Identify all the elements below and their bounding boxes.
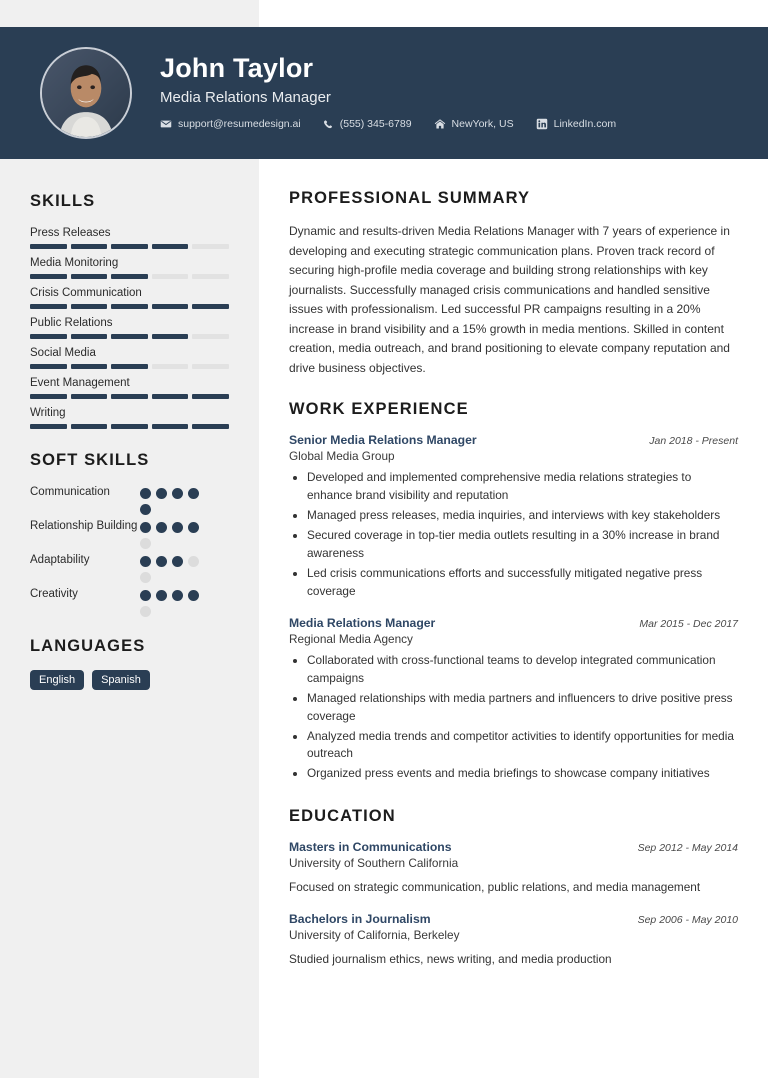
soft-skill-name: Relationship Building bbox=[30, 520, 138, 532]
skills-heading: SKILLS bbox=[30, 192, 96, 210]
skill-level-bar bbox=[30, 334, 229, 339]
soft-skills-heading: SOFT SKILLS bbox=[30, 451, 150, 469]
soft-skill-row bbox=[30, 586, 229, 617]
soft-skill-name: Adaptability bbox=[30, 554, 90, 566]
skill-name: Social Media bbox=[30, 347, 96, 359]
skills-list bbox=[30, 227, 229, 429]
education-entry bbox=[289, 912, 738, 968]
skill-bar-segment bbox=[192, 424, 229, 429]
skill-bar-segment bbox=[30, 364, 67, 369]
soft-skill-dot bbox=[140, 488, 151, 499]
soft-skill-dot bbox=[188, 522, 199, 533]
soft-skill-row bbox=[30, 518, 229, 549]
language-badge: Spanish bbox=[92, 670, 150, 690]
skill-bar-segment bbox=[111, 394, 148, 399]
soft-skill-dot bbox=[188, 488, 199, 499]
skill-row bbox=[30, 227, 229, 249]
language-badge: English bbox=[30, 670, 84, 690]
contact-linkedin[interactable] bbox=[536, 118, 616, 130]
phone-icon bbox=[323, 118, 334, 130]
skill-bar-segment bbox=[152, 424, 189, 429]
skill-bar-segment bbox=[71, 274, 108, 279]
education-description: Studied journalism ethics, news writing, and media production bbox=[289, 951, 612, 966]
skill-row bbox=[30, 377, 229, 399]
skill-bar-segment bbox=[30, 304, 67, 309]
entry-header bbox=[289, 840, 738, 854]
degree-title: Masters in Communications bbox=[289, 840, 452, 855]
sidebar bbox=[0, 159, 259, 690]
job-bullet: • Organized press events and media briefings to showcase company initiatives bbox=[307, 765, 738, 783]
soft-skill-dot bbox=[172, 488, 183, 499]
education-list bbox=[289, 840, 738, 968]
skill-bar-segment bbox=[111, 364, 148, 369]
employer-name: Regional Media Agency bbox=[289, 631, 413, 646]
education-date-range: Sep 2006 - May 2010 bbox=[637, 913, 738, 926]
soft-skill-dot bbox=[140, 504, 151, 515]
skill-row bbox=[30, 347, 229, 369]
contact-location[interactable] bbox=[434, 118, 514, 130]
skill-name: Press Releases bbox=[30, 227, 111, 239]
skill-bar-segment bbox=[152, 394, 189, 399]
soft-skill-dot bbox=[172, 556, 183, 567]
skill-bar-segment bbox=[71, 244, 108, 249]
home-icon bbox=[434, 118, 446, 130]
soft-skill-dot bbox=[188, 590, 199, 601]
avatar bbox=[40, 47, 132, 139]
soft-skill-dot bbox=[156, 488, 167, 499]
job-bullet: • Led crisis communications efforts and successfully mitigated negative press coverage bbox=[307, 565, 738, 601]
soft-skill-dot bbox=[172, 590, 183, 601]
skill-bar-segment bbox=[71, 364, 108, 369]
contact-email-text: support@resumedesign.ai bbox=[178, 118, 301, 131]
entry-header bbox=[289, 433, 738, 447]
education-date-range: Sep 2012 - May 2014 bbox=[637, 842, 738, 855]
experience-entry bbox=[289, 616, 738, 783]
main-content bbox=[259, 159, 768, 983]
skill-bar-segment bbox=[30, 334, 67, 339]
soft-skill-dot bbox=[188, 556, 199, 567]
skill-row bbox=[30, 257, 229, 279]
soft-skill-name: Communication bbox=[30, 486, 110, 498]
skill-bar-segment bbox=[30, 274, 67, 279]
skill-name: Media Monitoring bbox=[30, 257, 119, 269]
skill-bar-segment bbox=[192, 304, 229, 309]
skill-row bbox=[30, 317, 229, 339]
skill-bar-segment bbox=[111, 424, 148, 429]
contact-phone-text: (555) 345-6789 bbox=[339, 118, 412, 131]
education-description: Focused on strategic communication, public relations, and media management bbox=[289, 880, 701, 895]
job-bullet: • Managed relationships with media partners and influencers to drive positive press coverage bbox=[307, 690, 738, 726]
summary-text: Dynamic and results-driven Media Relations Manager with 7 years of experience in developing and executing strategic communication plans. Proven track record of securing high-profile media coverage and building strong relationships with key journalists. Successfully managed crisis communications and handled sensitive issues with professionalism. Led successful PR campaigns resulting in a 20% increase in brand visibility and a 15% growth in media mentions. Skilled in content creation, media outreach, and brand positioning to elevate company reputation and drive business objectives. bbox=[289, 224, 730, 375]
entry-header bbox=[289, 912, 738, 926]
skill-level-bar bbox=[30, 394, 229, 399]
skill-bar-segment bbox=[71, 394, 108, 399]
skill-level-bar bbox=[30, 424, 229, 429]
skill-bar-segment bbox=[111, 304, 148, 309]
contact-email[interactable] bbox=[160, 118, 301, 130]
soft-skill-dots bbox=[140, 586, 212, 617]
soft-skill-dot bbox=[140, 606, 151, 617]
job-bullet: • Developed and implemented comprehensive media relations strategies to enhance brand visibility and reputation bbox=[307, 469, 738, 505]
skill-bar-segment bbox=[30, 244, 67, 249]
skill-bar-segment bbox=[192, 364, 229, 369]
skill-bar-segment bbox=[192, 334, 229, 339]
soft-skill-dots bbox=[140, 484, 212, 515]
school-name: University of California, Berkeley bbox=[289, 927, 460, 942]
experience-entry bbox=[289, 433, 738, 600]
job-title: Senior Media Relations Manager bbox=[289, 433, 477, 448]
soft-skill-dot bbox=[156, 556, 167, 567]
skill-bar-segment bbox=[30, 394, 67, 399]
skill-name: Crisis Communication bbox=[30, 287, 142, 299]
skill-row bbox=[30, 287, 229, 309]
job-bullet: • Analyzed media trends and competitor activities to identify opportunities for media outreach bbox=[307, 728, 738, 764]
skill-bar-segment bbox=[71, 334, 108, 339]
employer-name: Global Media Group bbox=[289, 449, 395, 464]
skill-bar-segment bbox=[30, 424, 67, 429]
soft-skill-dot bbox=[140, 522, 151, 533]
job-bullet: • Managed press releases, media inquiries, and interviews with key stakeholders bbox=[307, 507, 738, 525]
contact-phone[interactable] bbox=[323, 118, 412, 130]
skill-bar-segment bbox=[192, 274, 229, 279]
skill-level-bar bbox=[30, 364, 229, 369]
skill-name: Writing bbox=[30, 407, 66, 419]
job-date-range: Jan 2018 - Present bbox=[649, 435, 738, 448]
job-bullet-list bbox=[289, 652, 738, 783]
job-date-range: Mar 2015 - Dec 2017 bbox=[639, 617, 738, 630]
skill-bar-segment bbox=[111, 334, 148, 339]
soft-skill-row bbox=[30, 552, 229, 583]
contact-linkedin-text: LinkedIn.com bbox=[553, 118, 617, 131]
education-entry bbox=[289, 840, 738, 896]
skill-row bbox=[30, 407, 229, 429]
soft-skills-list bbox=[30, 484, 229, 617]
soft-skill-dot bbox=[156, 590, 167, 601]
skill-bar-segment bbox=[192, 394, 229, 399]
resume-header bbox=[0, 27, 768, 159]
linkedin-icon bbox=[536, 118, 548, 130]
soft-skill-dot bbox=[140, 556, 151, 567]
skill-bar-segment bbox=[152, 244, 189, 249]
skill-name: Event Management bbox=[30, 377, 130, 389]
soft-skill-row bbox=[30, 484, 229, 515]
candidate-role: Media Relations Manager bbox=[160, 89, 331, 107]
contact-location-text: NewYork, US bbox=[451, 118, 514, 131]
experience-list bbox=[289, 433, 738, 783]
skill-bar-segment bbox=[192, 244, 229, 249]
skill-bar-segment bbox=[152, 304, 189, 309]
soft-skill-dot bbox=[156, 522, 167, 533]
soft-skill-dot bbox=[140, 590, 151, 601]
skill-bar-segment bbox=[71, 424, 108, 429]
user-photo-icon bbox=[42, 49, 130, 137]
contact-list bbox=[160, 118, 616, 130]
skill-bar-segment bbox=[111, 274, 148, 279]
skill-level-bar bbox=[30, 244, 229, 249]
education-heading: EDUCATION bbox=[289, 807, 396, 826]
skill-bar-segment bbox=[152, 274, 189, 279]
soft-skill-dot bbox=[172, 522, 183, 533]
languages-heading: LANGUAGES bbox=[30, 637, 146, 655]
skill-name: Public Relations bbox=[30, 317, 113, 329]
skill-level-bar bbox=[30, 304, 229, 309]
header-text bbox=[160, 54, 616, 133]
soft-skill-dot bbox=[140, 538, 151, 549]
job-bullet: • Collaborated with cross-functional teams to develop integrated communication campaigns bbox=[307, 652, 738, 688]
languages-list bbox=[30, 670, 229, 690]
skill-bar-segment bbox=[71, 304, 108, 309]
school-name: University of Southern California bbox=[289, 856, 459, 871]
candidate-name: John Taylor bbox=[160, 52, 314, 83]
skill-bar-segment bbox=[152, 334, 189, 339]
job-title: Media Relations Manager bbox=[289, 615, 436, 630]
skill-level-bar bbox=[30, 274, 229, 279]
soft-skill-dots bbox=[140, 518, 212, 549]
soft-skill-name: Creativity bbox=[30, 588, 78, 600]
degree-title: Bachelors in Journalism bbox=[289, 911, 431, 926]
skill-bar-segment bbox=[111, 244, 148, 249]
soft-skill-dots bbox=[140, 552, 212, 583]
soft-skill-dot bbox=[140, 572, 151, 583]
entry-header bbox=[289, 616, 738, 630]
skill-bar-segment bbox=[152, 364, 189, 369]
envelope-icon bbox=[160, 118, 172, 130]
experience-heading: WORK EXPERIENCE bbox=[289, 400, 469, 419]
summary-heading: PROFESSIONAL SUMMARY bbox=[289, 189, 531, 207]
job-bullet-list bbox=[289, 469, 738, 600]
job-bullet: • Secured coverage in top-tier media outlets resulting in a 30% increase in brand awareness bbox=[307, 527, 738, 563]
